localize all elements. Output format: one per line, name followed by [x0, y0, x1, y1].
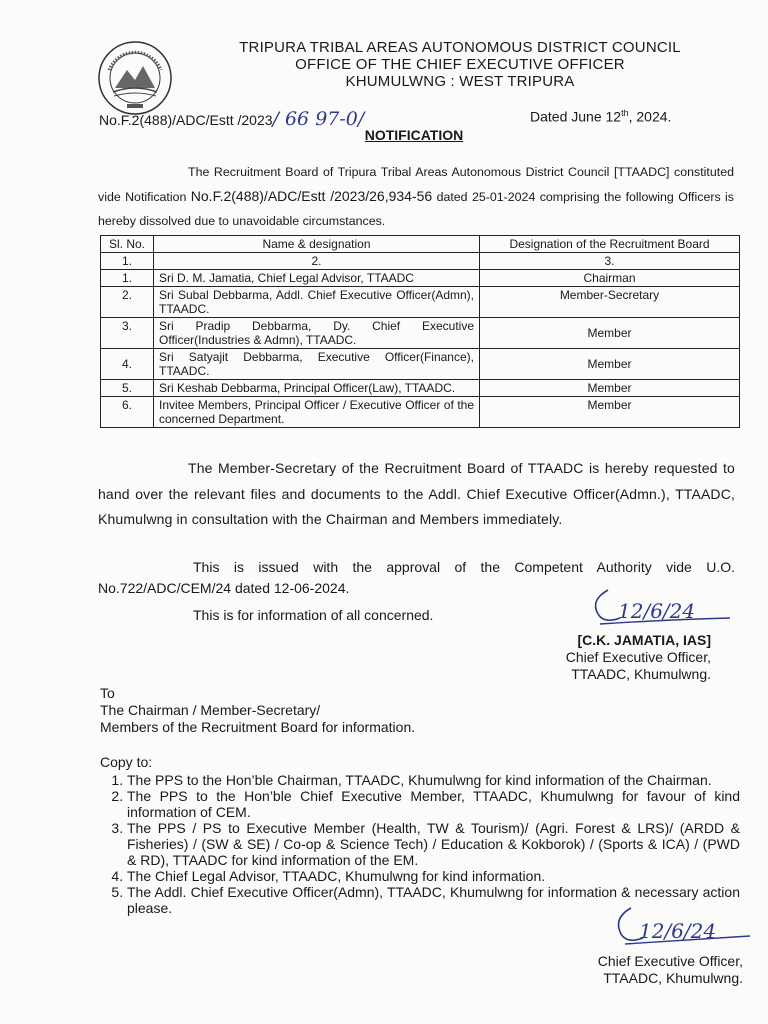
table-row — [101, 380, 740, 397]
list-item: 4. The Chief Legal Advisor, TTAADC, Khumulwng for kind information. — [127, 868, 740, 884]
row-role: Member — [480, 318, 740, 349]
date-line — [530, 108, 671, 125]
row-sl: 6. — [101, 397, 154, 428]
signature-block-2 — [560, 953, 743, 987]
header-board-designation: Designation of the Recruitment Board — [480, 236, 740, 253]
intro-paragraph — [98, 160, 734, 233]
date-superscript: th — [621, 108, 629, 118]
to-line-1: The Chairman / Member-Secretary/ — [100, 702, 321, 718]
signature-2-date: 12/6/24 — [639, 919, 717, 943]
intro-after: dated 25-01-2024 comprising the following Officers is hereby dissolved due to unavoidable circumstances. — [98, 190, 734, 228]
letterhead-line-2: OFFICE OF THE CHIEF EXECUTIVE OFFICER — [295, 56, 625, 73]
row-name: Sri Subal Debbarma, Addl. Chief Executive Officer(Admn), TTAADC. — [154, 287, 480, 318]
to-line-2: Members of the Recruitment Board for information. — [100, 719, 416, 735]
row-role: Member — [480, 380, 740, 397]
date-suffix: , 2024. — [628, 108, 672, 125]
letterhead-line-3: KHUMULWNG : WEST TRIPURA — [345, 73, 575, 90]
table-row — [101, 318, 740, 349]
row-role: Member — [480, 397, 740, 428]
letterhead-line-1: TRIPURA TRIBAL AREAS AUTONOMOUS DISTRICT COUNCIL — [239, 39, 681, 56]
signature-block-1 — [545, 632, 711, 683]
signatory-2-designation: Chief Executive Officer, — [597, 953, 743, 969]
table-row — [101, 270, 740, 287]
signature-scrawl-2 — [605, 900, 755, 960]
header-sl-no: Sl. No. — [101, 236, 154, 253]
subheader-1: 1. — [101, 253, 154, 270]
row-sl: 2. — [101, 287, 154, 318]
list-item: 3. The PPS / PS to Executive Member (Health, TW & Tourism)/ (Agri. Forest & LRS)/ (ARDD & Fisheries) / (SW & SE) / Co-op & Science Tech) / Education & Kokborok) / (Sports & ICA) / (PWD & RD), TTAADC for kind information of the EM. — [127, 820, 740, 868]
letterhead — [180, 39, 740, 90]
row-name: Invitee Members, Principal Officer / Executive Officer of the concerned Department. — [154, 397, 480, 428]
addressee-block — [100, 685, 415, 736]
row-name: Sri Pradip Debbarma, Dy. Chief Executive Officer(Industries & Admn), TTAADC. — [154, 318, 480, 349]
handwritten-reference: / 66 97-0/ — [272, 108, 365, 130]
copy-to-label: Copy to: — [100, 754, 153, 770]
row-sl: 1. — [101, 270, 154, 287]
table-row — [101, 349, 740, 380]
row-sl: 5. — [101, 380, 154, 397]
signatory-name: [C.K. JAMATIA, IAS] — [577, 632, 711, 648]
list-item: 1. The PPS to the Hon’ble Chairman, TTAADC, Khumulwng for kind information of the Chairman. — [127, 772, 740, 788]
row-sl: 4. — [101, 349, 154, 380]
intro-before: The Recruitment Board of Tripura Tribal Areas Autonomous District Council [TTAADC] constituted vide Notification — [98, 165, 734, 204]
row-role: Chairman — [480, 270, 740, 287]
signature-scrawl-1 — [580, 580, 740, 640]
row-name: Sri Satyajit Debbarma, Executive Officer(Finance), TTAADC. — [154, 349, 480, 380]
handover-text: The Member-Secretary of the Recruitment Board of TTAADC is hereby requested to hand over the relevant files and documents to the Addl. Chief Executive Officer(Admn.), TTAADC, Khumulwng in consultation with the Chairman and Members immediately. — [98, 460, 735, 527]
signatory-2-office: TTAADC, Khumulwng. — [603, 970, 743, 986]
signatory-office: TTAADC, Khumulwng. — [571, 666, 711, 682]
approval-text: This is issued with the approval of the Competent Authority vide U.O. No.722/ADC/CEM/24 dated 12-06-2024. — [98, 559, 735, 596]
reference-number-text: No.F.2(488)/ADC/Estt /2023 — [99, 112, 273, 128]
subheader-3: 3. — [480, 253, 740, 270]
signatory-designation: Chief Executive Officer, — [565, 649, 711, 665]
row-role: Member — [480, 349, 740, 380]
table-subheader-row — [101, 253, 740, 270]
copy-to-block — [100, 754, 740, 916]
list-item: 2. The PPS to the Hon’ble Chief Executive Member, TTAADC, Khumulwng for favour of kind information of CEM. — [127, 788, 740, 820]
subheader-2: 2. — [154, 253, 480, 270]
information-line: This is for information of all concerned. — [193, 607, 434, 623]
row-sl: 3. — [101, 318, 154, 349]
board-members-table — [100, 235, 740, 428]
table-header-row — [101, 236, 740, 253]
row-role: Member-Secretary — [480, 287, 740, 318]
council-seal-logo — [97, 40, 173, 116]
header-name: Name & designation — [154, 236, 480, 253]
row-name: Sri Keshab Debbarma, Principal Officer(Law), TTAADC. — [154, 380, 480, 397]
signature-1-date: 12/6/24 — [618, 599, 696, 623]
table-row — [101, 287, 740, 318]
notification-reference: No.F.2(488)/ADC/Estt /2023/26,934-56 — [190, 188, 433, 204]
copy-to-list — [100, 772, 740, 916]
handover-paragraph — [98, 456, 735, 533]
notification-title: NOTIFICATION — [364, 127, 464, 143]
date-prefix: Dated June 12 — [530, 108, 622, 125]
row-name: Sri D. M. Jamatia, Chief Legal Advisor, TTAADC — [154, 270, 480, 287]
table-row — [101, 397, 740, 428]
to-label: To — [100, 685, 115, 701]
list-item: 5. The Addl. Chief Executive Officer(Admn), TTAADC, Khumulwng for information & necessary action please. — [127, 884, 740, 916]
